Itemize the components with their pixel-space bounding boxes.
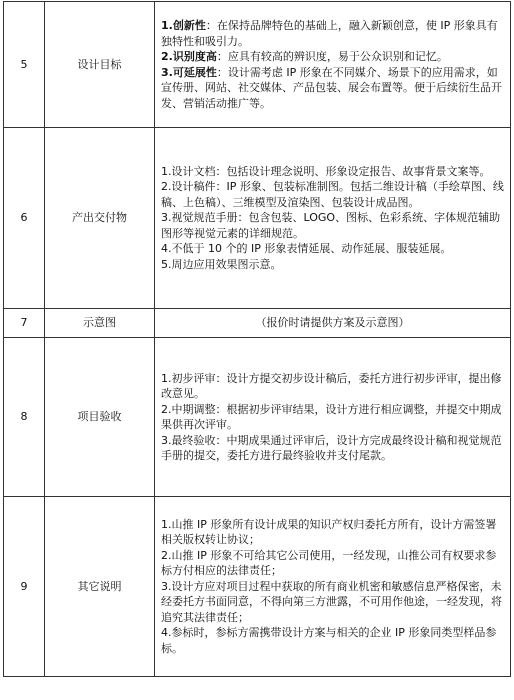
content-line: 3.视觉规范手册：包含包装、LOGO、图标、色彩系统、字体规范辅助图形等视觉元素的详细规范。 bbox=[161, 211, 501, 240]
row-item: 产出交付物 bbox=[45, 128, 155, 309]
content-text: ：在保持品牌特色的基础上，融入新颖创意，使 IP 形象具有独特性和吸引力。 bbox=[161, 19, 498, 48]
row-item: 设计目标 bbox=[45, 2, 155, 128]
content-line: 2.山推 IP 形象不可给其它公司使用，一经发现，山推公司有权要求参标方付相应的法律责任； bbox=[161, 548, 497, 578]
row-number: 5 bbox=[4, 2, 45, 128]
row-number: 6 bbox=[4, 128, 45, 309]
content-line: 3.设计方应对项目过程中获取的所有商业机密和敏感信息严格保密，未经委托方书面同意，不得向第三方泄露，不可用作他途，一经发现，将追究其法律责任； bbox=[161, 579, 502, 624]
content-line: 3.最终验收：中期成果通过评审后，设计方完成最终设计稿和视觉规范手册的提交，委托方进行最终验收并支付尾款。 bbox=[161, 433, 502, 462]
content-line: 1.山推 IP 形象所有设计成果的知识产权归委托方所有，设计方需签署相关版权转让协议； bbox=[161, 517, 497, 547]
row-item: 项目验收 bbox=[45, 338, 155, 497]
requirements-table bbox=[3, 1, 511, 677]
table-row bbox=[4, 309, 511, 338]
table-row bbox=[4, 338, 511, 497]
row-content bbox=[155, 338, 511, 497]
row-content bbox=[155, 497, 511, 677]
table-row bbox=[4, 2, 511, 128]
content-line: 2.设计稿件：IP 形象、包装标准制图。包括二维设计稿（手绘草图、线稿、上色稿）、三维模型及渲染图、包装设计成品图。 bbox=[161, 180, 504, 209]
row-content bbox=[155, 128, 511, 309]
content-heading: 2.识别度高 bbox=[161, 50, 217, 63]
content-line bbox=[161, 65, 504, 112]
content-line: 5.周边应用效果图示意。 bbox=[161, 257, 282, 271]
content-line bbox=[161, 49, 504, 65]
row-item: 其它说明 bbox=[45, 497, 155, 677]
content-text: ：设计需考虑 IP 形象在不同媒介、场景下的应用需求，如宣传册、网站、社交媒体、产品包装、展会布置等。便于后续衍生品开发、营销活动推广等。 bbox=[161, 65, 502, 110]
row-content bbox=[155, 2, 511, 128]
content-heading: 1.创新性 bbox=[161, 19, 206, 32]
content-line: 1.初步评审：设计方提交初步设计稿后，委托方进行初步评审，提出修改意见。 bbox=[161, 371, 502, 400]
row-number: 8 bbox=[4, 338, 45, 497]
content-line: 4.不低于 10 个的 IP 形象表情延展、动作延展、服装延展。 bbox=[161, 242, 452, 256]
content-line bbox=[161, 18, 504, 49]
table-row bbox=[4, 128, 511, 309]
content-heading: 3.可延展性 bbox=[161, 65, 217, 79]
table-row bbox=[4, 497, 511, 677]
content-line: 4.参标时，参标方需携带设计方案与相关的企业 IP 形象同类型样品参标。 bbox=[161, 626, 497, 655]
content-text: ：应具有较高的辨识度，易于公众识别和记忆。 bbox=[216, 50, 448, 63]
row-number: 9 bbox=[4, 497, 45, 677]
row-number: 7 bbox=[4, 309, 45, 338]
row-item: 示意图 bbox=[45, 309, 155, 338]
content-line: 2.中期调整：根据初步评审结果，设计方进行相应调整，并提交中期成果供再次评审。 bbox=[161, 402, 502, 431]
row-content: （报价时请提供方案及示意图） bbox=[155, 309, 511, 338]
content-line: 1.设计文档：包括设计理念说明、形象设定报告、故事背景文案等。 bbox=[161, 164, 491, 178]
